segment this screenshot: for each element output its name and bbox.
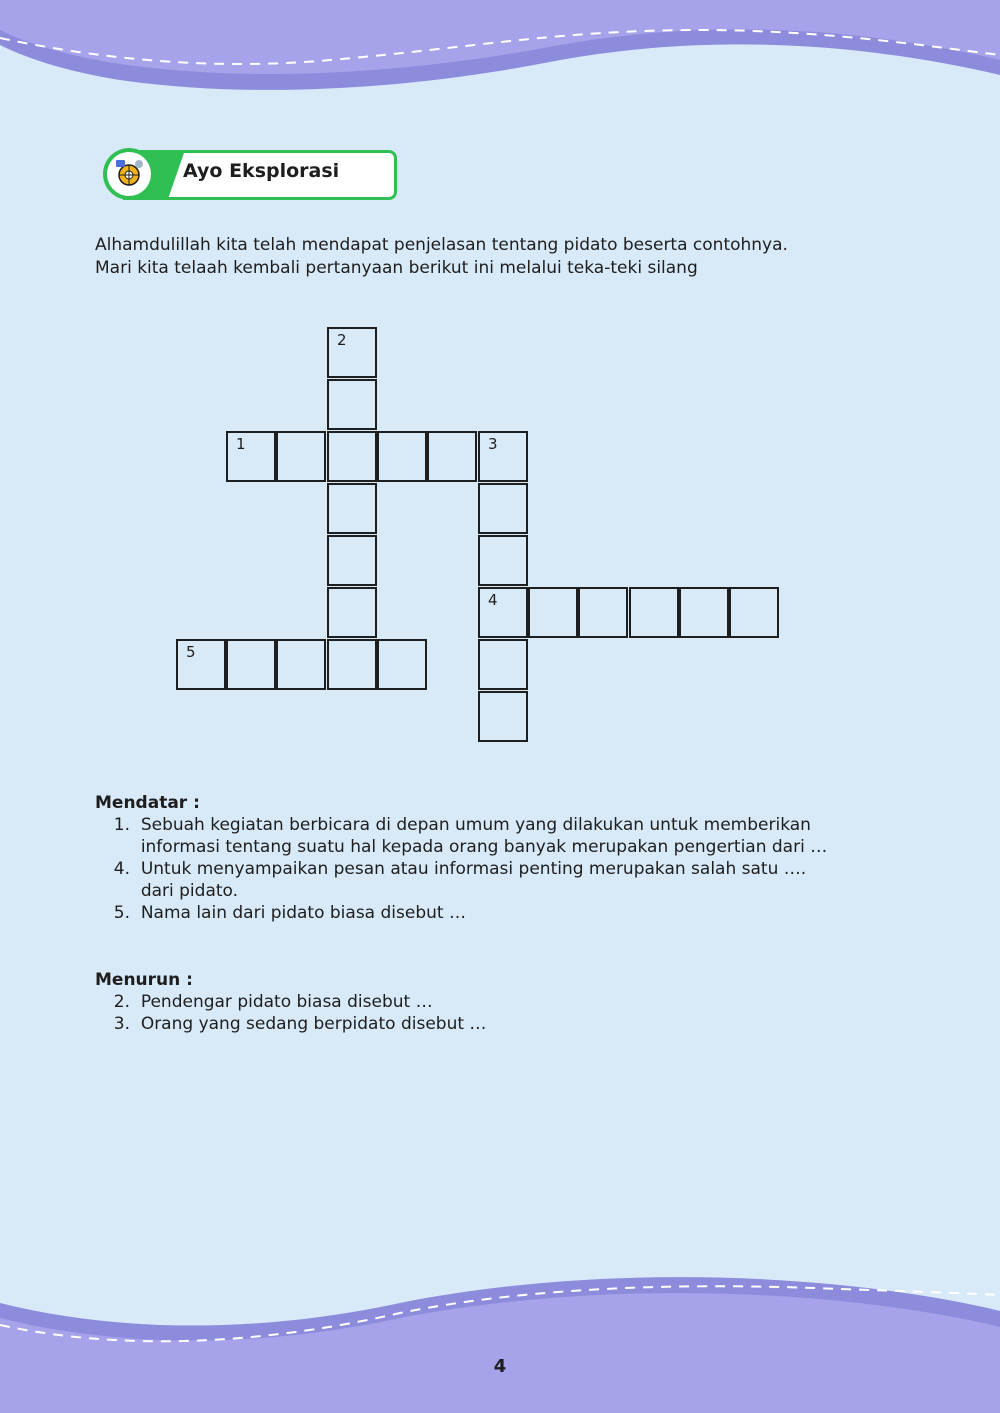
clue-number-3: 3 <box>488 435 498 453</box>
crossword-cell[interactable] <box>327 431 377 482</box>
clue-num: 2. <box>113 992 130 1012</box>
intro-line-1: Alhamdulillah kita telah mendapat penjelasan tentang pidato beserta contohnya. <box>95 235 788 255</box>
clue-text: informasi tentang suatu hal kepada orang banyak merupakan pengertian dari … <box>140 837 828 857</box>
crossword-cell[interactable] <box>478 535 528 586</box>
clue-text: Untuk menyampaikan pesan atau informasi penting merupakan salah satu …. <box>140 859 807 879</box>
clue-text: dari pidato. <box>140 881 239 901</box>
intro-line-2: Mari kita telaah kembali pertanyaan berikut ini melalui teka-teki silang <box>95 258 698 278</box>
clue-num: 4. <box>113 859 130 879</box>
clue-num: 1. <box>113 815 130 835</box>
clue-text: Sebuah kegiatan berbicara di depan umum yang dilakukan untuk memberikan <box>140 815 811 835</box>
crossword-cell[interactable] <box>629 587 679 638</box>
clue-number-2: 2 <box>337 331 347 349</box>
clue-text: Orang yang sedang berpidato disebut … <box>140 1014 487 1034</box>
clue-number-1: 1 <box>236 435 246 453</box>
crossword-cell[interactable] <box>327 483 377 534</box>
crossword-cell[interactable] <box>327 379 377 430</box>
clue-item <box>95 1013 921 1035</box>
crossword-cell[interactable] <box>377 639 427 690</box>
clue-item <box>95 902 921 924</box>
section-title: Ayo Eksplorasi <box>183 160 340 182</box>
clue-num: 5. <box>113 903 130 923</box>
clue-number-5: 5 <box>186 643 196 661</box>
crossword-cell[interactable] <box>176 639 226 690</box>
down-heading: Menurun : <box>95 970 193 990</box>
across-clues <box>95 792 921 924</box>
crossword-cell[interactable] <box>327 327 377 378</box>
clue-number-4: 4 <box>488 591 498 609</box>
crossword-cell[interactable] <box>478 431 528 482</box>
crossword-cell[interactable] <box>276 431 326 482</box>
crossword-cell[interactable] <box>327 587 377 638</box>
crossword-cell[interactable] <box>478 483 528 534</box>
clue-text: Pendengar pidato biasa disebut … <box>140 992 433 1012</box>
clue-num: 3. <box>113 1014 130 1034</box>
clue-item <box>95 814 921 858</box>
crossword-cell[interactable] <box>327 639 377 690</box>
crossword-cell[interactable] <box>478 691 528 742</box>
clue-item <box>95 991 921 1013</box>
intro-text <box>95 234 915 280</box>
page-number: 4 <box>493 1356 507 1377</box>
down-clues <box>95 969 921 1035</box>
bottom-wave-decoration <box>0 1263 1000 1413</box>
crossword-cell[interactable] <box>478 587 528 638</box>
school-emblem-icon <box>103 148 155 200</box>
crossword-cell[interactable] <box>528 587 578 638</box>
crossword-cell[interactable] <box>377 431 427 482</box>
crossword-cell[interactable] <box>226 431 276 482</box>
crossword-cell[interactable] <box>578 587 628 638</box>
crossword-cell[interactable] <box>478 639 528 690</box>
top-wave-decoration <box>0 0 1000 130</box>
crossword-cell[interactable] <box>226 639 276 690</box>
section-header-badge <box>103 148 395 200</box>
crossword-cell[interactable] <box>679 587 729 638</box>
clue-item <box>95 858 921 902</box>
crossword-cell[interactable] <box>729 587 779 638</box>
crossword-cell[interactable] <box>327 535 377 586</box>
clue-text: Nama lain dari pidato biasa disebut … <box>140 903 466 923</box>
crossword-cell[interactable] <box>427 431 477 482</box>
crossword-cell[interactable] <box>276 639 326 690</box>
across-heading: Mendatar : <box>95 793 200 813</box>
